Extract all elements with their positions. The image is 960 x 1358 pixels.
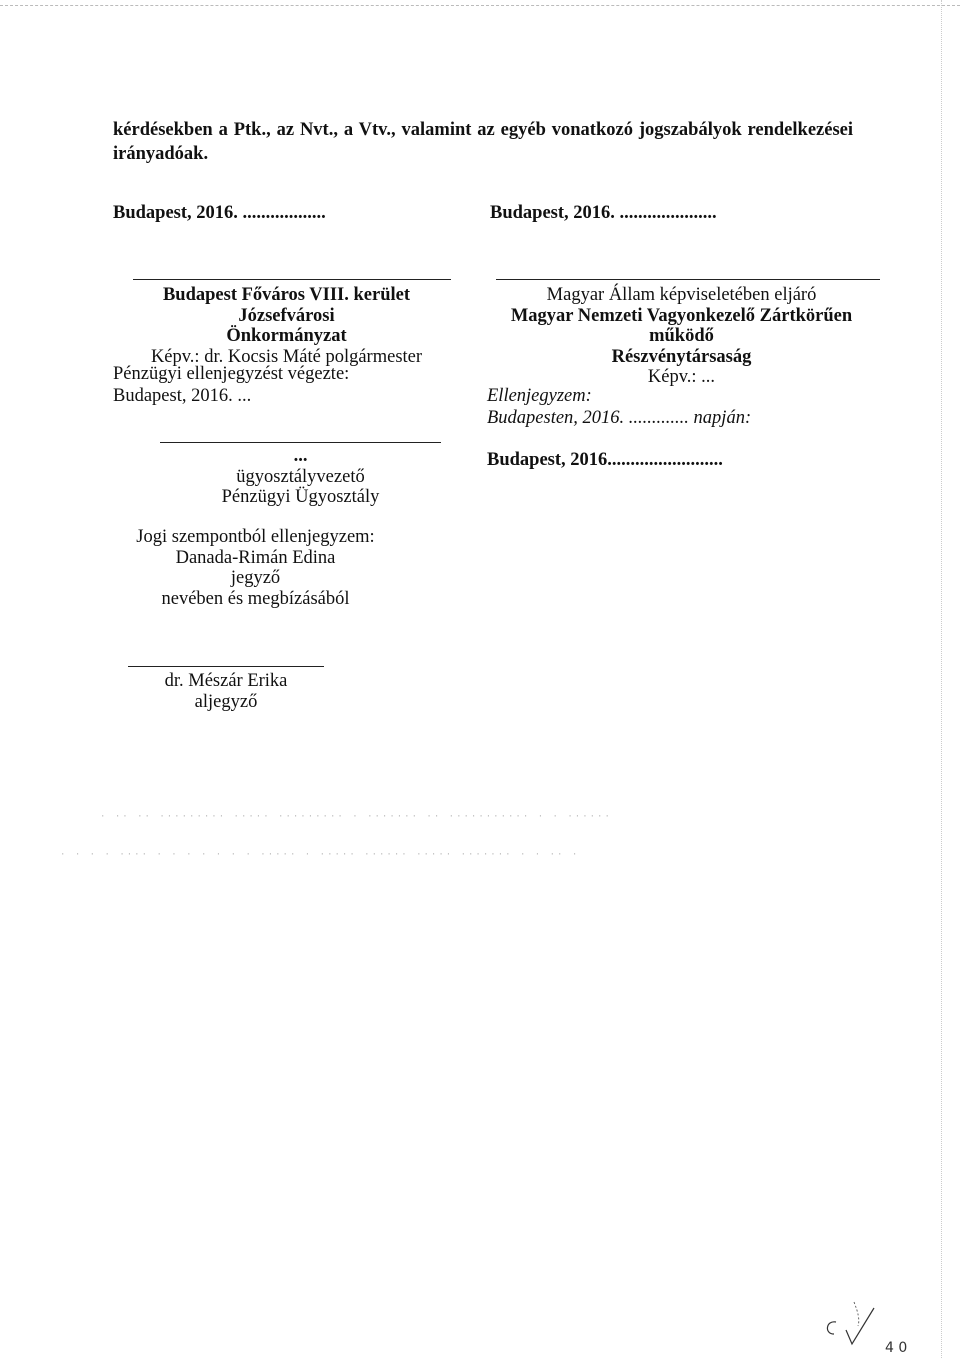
date-left: Budapest, 2016. .................. (113, 203, 326, 223)
finance-dept: Pénzügyi Ügyosztály (221, 487, 380, 507)
finance-label: Pénzügyi ellenjegyzést végezte: (113, 364, 350, 384)
intro-paragraph (113, 118, 853, 166)
page-number: 4 0 (885, 1340, 908, 1356)
legal-label: Jogi szempontból ellenjegyzem: (136, 527, 375, 547)
finance-date: Budapest, 2016. ... (113, 386, 252, 406)
date-right: Budapest, 2016. ..................... (490, 203, 717, 223)
right-countersign-label: Ellenjegyzem: (487, 386, 592, 406)
handwritten-initials (818, 1290, 888, 1350)
legal-countersign-block (113, 527, 398, 609)
signature-line-left (133, 279, 451, 280)
scan-noise: · · · · ···· · · · · · · · ····· · ····· ······ ····· ······· · · ·· · (60, 850, 580, 860)
intro-line-2: irányadóak. (113, 144, 209, 164)
signature-line-right (496, 279, 880, 280)
right-party-line-2: Magyar Nemzeti Vagyonkezelő Zártkörűen működő (510, 305, 853, 346)
finance-signatory (160, 446, 441, 508)
right-party-line-1: Magyar Állam képviseletében eljáró (546, 285, 817, 305)
finance-role: ügyosztályvezető (236, 466, 365, 487)
legal-role: jegyző (230, 568, 281, 588)
left-party-representative: Képv.: dr. Kocsis Máté polgármester (150, 346, 423, 367)
right-countersign-date: Budapesten, 2016. ............. napján: (487, 408, 752, 428)
left-party-name-2: Önkormányzat (226, 326, 347, 346)
right-party-representative: Képv.: ... (647, 367, 716, 387)
intro-line-1: kérdésekben a Ptk., az Nvt., a Vtv., valamint az egyéb vonatkozó jogszabályok rendelkezései (113, 120, 853, 140)
legal-name: Danada-Rimán Edina (175, 547, 336, 568)
right-party-block (484, 285, 879, 388)
left-party-block (113, 285, 460, 367)
scan-artifact-top (0, 0, 960, 6)
deputy-block (128, 671, 324, 712)
right-party-line-3: Részvénytársaság (611, 346, 752, 367)
legal-behalf: nevében és megbízásából (161, 588, 350, 609)
finance-dots: ... (293, 446, 308, 466)
deputy-signature-line (128, 666, 324, 667)
finance-signature-line (160, 442, 441, 443)
scan-noise: · ·· ·· ········· ····· ········· · ······· ·· ··········· · · ······ (100, 812, 612, 822)
scan-artifact-edge (941, 0, 942, 1358)
deputy-role: aljegyző (194, 691, 258, 712)
left-party-name-1: Budapest Főváros VIII. kerület Józsefvárosi (162, 285, 411, 326)
right-countersign-date2: Budapest, 2016......................... (487, 450, 723, 470)
deputy-name: dr. Mészár Erika (164, 671, 288, 691)
